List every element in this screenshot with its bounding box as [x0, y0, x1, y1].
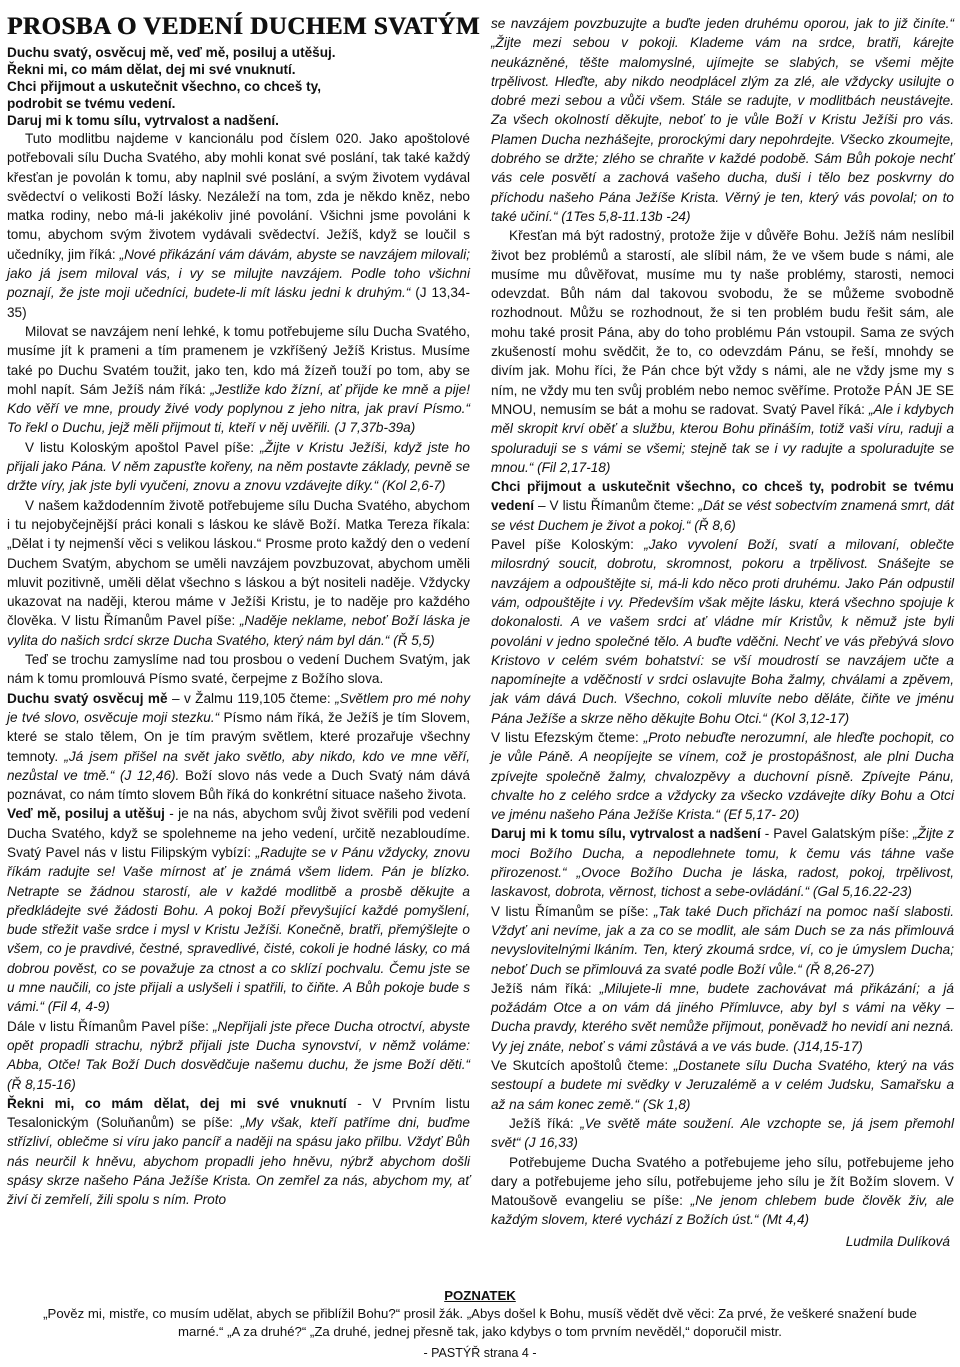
paragraph: Křesťan má být radostný, protože žije v důvěře Bohu. Ježíš nám neslíbil život bez problémů a starostí, ale slíbil nám, že ve všem bude s námi, ale musíme mu důvěřovat, musíme mu ty naše problémy, starosti, nemoci odevzdat. Bůh nám dal takovou svobodu, že se můžeme svobodně rozhodnout. Můžu se rozhodnout, že si ten problém budu řešit sám, ale mohu také prosit Pána, aby do toho problému Pán vstoupil. Sama ze svých zkušeností mohu svědčit, že to, co odevzdám Pánu, se řeší, mnohdy se divím jak. Mohu říci, že Pán chce být vždy s námi, ale ne vždy jsme my s ním, ne vždy mu ten svůj problém nebo nemoc svěříme. Protože PÁN JE SE MNOU, nemusím se bát a mohu se radovat. Svatý Pavel říká: „Ale i kdybych měl skropit krví oběť a službu, kterou Bohu přináším, totiž vaši víru, raduji a spoluraduji se s vámi se všemi; stejně tak se i vy radujte a spoluradujte se mnou.“ (Fil 2,17-18) [491, 228, 954, 475]
paragraph: Chci přijmout a uskutečnit všechno, co chceš ty, podrobit se tvému vedení – V listu Římanům čteme: „Dát se vést sobectvím znamená smrt, dát se vést Duchem je život a pokoj.“ (Ř 8,6) [491, 479, 954, 533]
paragraph: Ježíš nám říká: „Milujete-li mne, budete zachovávat má přikázání; a já požádám Otce a on vám dá jiného Přímluvce, aby byl s vámi na věky – Ducha pravdy, kterého svět nemůže přijmout, poněvadž ho nevidí ani nezná. Vy jej znáte, neboť s vámi zůstává a ve vás bude. (J14,15-17) [491, 980, 954, 1054]
paragraph: V listu Římanům se píše: „Tak také Duch přichází na pomoc naší slabosti. Vždyť ani nevíme, jak a za co se modlit, ale sám Duch se za nás přimlouvá nevyslovitelnými lkáním. Ten, který zkoumá srdce, ví, co je úmyslem Ducha; neboť Duch se přimlouvá za svaté podle Boží vůle.“ (Ř 8,26-27) [491, 903, 954, 977]
paragraph: V našem každodenním životě potřebujeme sílu Ducha Svatého, abychom i tu nejobyčejnější práci konali s láskou ke slávě Boží. Matka Tereza říkala: „Dělat i ty nejmenší věci s velikou láskou.“ Prosme proto každý den o vedení Duchem Svatým, abychom se uměli navzájem povzbuzovat, abychom uměli mluvit pozitivně, uměli dělat všechno s láskou a být nositeli naděje. Vždycky ukazovat na naději, kterou máme v Ježíši Kristu, je to naděje pro každého člověka. V listu Římanům Pavel píše: „Naděje neklame, neboť Boží láska je vylita do našich srdcí skrze Ducha Svatého, který nám byl dán.“ (Ř 5,5) [7, 497, 471, 648]
article-title: PROSBA O VEDENÍ DUCHEM SVATÝM [7, 13, 480, 40]
paragraph: V listu Koloským apoštol Pavel píše: „Žijte v Kristu Ježíši, když jste ho přijali jako Pána. V něm zapusťte kořeny, na něm postavte základy, pevně se držte víry, jak jste byli vyučeni, znovu a znovu vzdávejte díky.“ (Kol 2,6-7) [7, 439, 470, 494]
note-box [20, 1287, 940, 1341]
author-signature: Ludmila Dulíková [845, 1233, 950, 1249]
paragraph: Tuto modlitbu najdeme v kancionálu pod číslem 020. Jako apoštolové potřebovali sílu Ducha Svatého, aby mohli konat své poslání, tak také každý křesťan je povolán k tomu, aby naplnil své poslání, a svým životem vydával svědectví o velikosti Boží lásky. Nezáleží na tom, zda je někdo kněz, nebo matka rodiny, nebo má-li jakékoliv jiné povolání. Všichni jsme povoláni k tomu, abychom svým životem vydávali svědectví. Ježíš, když se loučil s učedníky, jim říká: „Nové přikázání vám dávám, abyste se navzájem milovali; jako já jsem miloval vás, i vy se milujte navzájem. Podle toho všichni poznají, že jste moji učedníci, budete-li mít lásku jedni k druhým.“ (J 13,34-35) [7, 131, 470, 320]
page-footer: - PASTÝŘ strana 4 - [423, 1346, 537, 1360]
paragraph: Pavel píše Koloským: „Jako vyvolení Boží, svatí a milovaní, oblečte milosrdný soucit, dobrotu, skromnost, pokoru a trpělivost. Snášejte se navzájem a odpouštějte si, má-li kdo něco proti druhému. Jako Pán odpustil vám, odpouštějte i vy. Především však mějte lásku, která všechno spojuje k dokonalosti. A ve vašem srdci ať vládne mír Kristův, k němuž jste byli povoláni v jedno společné tělo. A buďte vděčni. Nechť ve vás přebývá slovo Kristovo v celém svém bohatství: se vší moudrostí se navzájem učte a napomínejte a vděčností v srdci oslavujte Boha žalmy, chválami a zpěvem, jak vám dává Duch. Všechno, cokoli mluvíte nebo děláte, čiňte ve jménu Pána Ježíše a skrze něho děkujte Bohu Otci.“ (Kol 3,12-17) [491, 537, 954, 726]
paragraph: Potřebujeme Ducha Svatého a potřebujeme jeho sílu, potřebujeme jeho dary a potřebujeme jeho sílu, potřebujeme jeho sílu je žít Božím slovem. V Matoušově evangeliu se píše: „Ne jenom chlebem bude člověk živ, ale každým slovem, které vychází z Božích úst.“ (Mt 4,4) [491, 1154, 954, 1228]
paragraph: V listu Efezským čteme: „Proto nebuďte nerozumní, ale hleďte pochopit, co je vůle Páně. A neopíjejte se vínem, což je prostopášnost, ale plni Ducha zpívejte společně žalmy, chvalozpěvy a duchovní písně. Zpívejte Pánu, chvalte ho z celého srdce a vždycky za všecko vzdávejte díky Bohu a Otci ve jménu našeho Pána Ježíše Krista.“ (Ef 5,17- 20) [491, 729, 954, 823]
prayer-lead [7, 44, 470, 129]
paragraph: Milovat se navzájem není lehké, k tomu potřebujeme sílu Ducha Svatého, musíme jít k prameni a tím pramenem je vzkříšený Ježíš Kristus. Musíme také po Duchu Svatém toužit, jako ten, kdo má žízeň touží po tom, aby se mohl napít. Sám Ježíš nám říká: „Jestliže kdo žízní, ať přijde ke mně a pije! Kdo věří ve mne, proudy živé vody poplynou z jeho nitra, jak praví Písmo.“ To řekl o Duchu, jejž měli přijmout ti, kteří v něj uvěřili. (J 7,37b-39a) [7, 323, 470, 436]
paragraph: Daruj mi k tomu sílu, vytrvalost a nadšení - Pavel Galatským píše: „Žijte z moci Božího Ducha, a nepodlehnete tomu, k čemu vás táhne vaše přirozenost.“ „Ovoce Božího Ducha je láska, radost, pokoj, trpělivost, laskavost, dobrota, věrnost, tichost a sebe-ovládání.“ (Gal 5,16.22-23) [491, 826, 955, 900]
prayer-line: Duchu svatý, osvěcuj mě, veď mě, posiluj a utěšuj. [7, 45, 336, 60]
prayer-line: Daruj mi k tomu sílu, vytrvalost a nadšení. [7, 113, 279, 128]
paragraph: Duchu svatý osvěcuj mě – v Žalmu 119,105 čteme: „Světlem pro mé nohy je tvé slovo, osvěcuje moji stezku.“ Písmo nám říká, že Ježíš je tím Slovem, které se stalo tělem, On je tím pravým světlem, které prozařuje všechny temnoty. „Já jsem přišel na svět jako světlo, aby nikdo, kdo ve mne věří, nezůstal ve tmě.“ (J 12,46). Boží slovo nás vede a Duch Svatý nám dává poznávat, co nám tímto slovem Bůh říká do konkrétní situace našeho života. [7, 690, 470, 803]
note-heading: POZNATEK [444, 1288, 516, 1303]
paragraph: Veď mě, posiluj a utěšuj - je na nás, abychom svůj život svěřili pod vedení Ducha Svatého, když se spolehneme na jeho vedení, určitě nezabloudíme. Svatý Pavel nás v listu Filipským vybízí: „Radujte se v Pánu vždycky, znovu říkám radujte se! Vaše mírnost ať je známá všem lidem. Pán je blízko. Netrapte se žádnou starostí, ale v každé modlitbě a prosbě děkujte a předkládejte své žádosti Bohu. A pokoj Boží převyšující každé pomyšlení, bude střežit vaše srdce i mysl v Kristu Ježíši. Konečně, bratři, přemýšlejte o všem, co je pravdivé, čestné, spravedlivé, čisté, cokoli je hodné lásky, co má dobrou pověst, co se považuje za ctnost a co sklízí pochvalu. Čemu jste se u mne naučili, co jste přijali a uslyšeli i spatřili, to čiňte. A Bůh pokoje bude s vámi.“ (Fil 4, 4-9) [7, 806, 470, 1015]
paragraph: Ve Skutcích apoštolů čteme: „Dostanete sílu Ducha Svatého, který na vás sestoupí a budete mi svědky v Jeruzalémě a v celém Judsku, Samařsku a až na sám konec země.“ (Sk 1,8) [491, 1058, 954, 1112]
prayer-line: Chci přijmout a uskutečnit všechno, co chceš ty, [7, 79, 321, 94]
left-column [7, 13, 480, 1210]
paragraph: Teď se trochu zamyslíme nad tou prosbou o vedení Duchem Svatým, jak nám k tomu promlouvá Písmo svaté, čerpejme z Božího slova. [7, 652, 470, 687]
paragraph: se navzájem povzbuzujte a buďte jeden druhému oporou, jak to již činíte.“ „Žijte mezi sebou v pokoji. Klademe vám na srdce, bratři, kárejte neukázněné, těšte malomyslné, ujímejte se slabých, se všemi mějte trpělivost. Hleďte, aby nikdo neodplácel zlým za zlé, ale vždycky usilujte o dobré mezi sebou a vůči všem. Stále se radujte, v modlitbách neustávejte. Za všech okolností děkujte, neboť to je vůle Boží v Kristu Ježíši pro vás. Plamen Ducha nezhášejte, prorockými dary nepohrdejte. Všecko zkoumejte, dobrého se držte; zlého se chraňte v každé podobě. Sám Bůh pokoje nechť vás cele posvětí a zachová vašeho ducha, duši i tělo bez poskvrny do příchodu našeho Pána Ježíše Krista. Věrný je ten, který vás povolal; on to také učiní.“ (1Tes 5,8-11.13b -24) [491, 16, 954, 224]
prayer-line: podrobit se tvému vedení. [7, 96, 176, 111]
prayer-line: Řekni mi, co mám dělat, dej mi své vnuknutí. [7, 62, 296, 77]
note-text: „Pověz mi, mistře, co musím udělat, abych se přiblížil Bohu?“ prosil žák. „Abys došel k Bohu, musíš vědět dvě věci: Za prvé, že veškeré snažení bude marné.“ „A za druhé?“ „Za druhé, jednej přesně tak, jako kdybys o tom prvním nevěděl,“ doporučil mistr. [43, 1306, 917, 1339]
right-column [491, 14, 954, 1251]
paragraph: Řekni mi, co mám dělat, dej mi své vnuknutí - V Prvním listu Tesalonickým (Soluňanům) se píše: „My však, kteří patříme dni, buďme střízliví, oblečme si víru jako pancíř a naději na spásu jako přilbu. Vždyť Bůh nás neurčil k hněvu, abychom propadli jeho hněvu, nýbrž abychom došli spásy skrze našeho Pána Ježíše Krista. On zemřel za nás, abychom my, ať živí či zemřelí, žili spolu s ním. Proto [7, 1095, 470, 1208]
paragraph: Ježíš říká: „Ve světě máte soužení. Ale vzchopte se, já jsem přemohl svět“ (J 16,33) [491, 1115, 954, 1151]
paragraph: Dále v listu Římanům Pavel píše: „Nepřijali jste přece Ducha otroctví, abyste opět propadli strachu, nýbrž přijali jste Ducha synovství, v němž voláme: Abba, Otče! Tak Boží Duch dosvědčuje našemu duchu, že jsme Boží děti.“ (Ř 8,15-16) [7, 1018, 470, 1092]
